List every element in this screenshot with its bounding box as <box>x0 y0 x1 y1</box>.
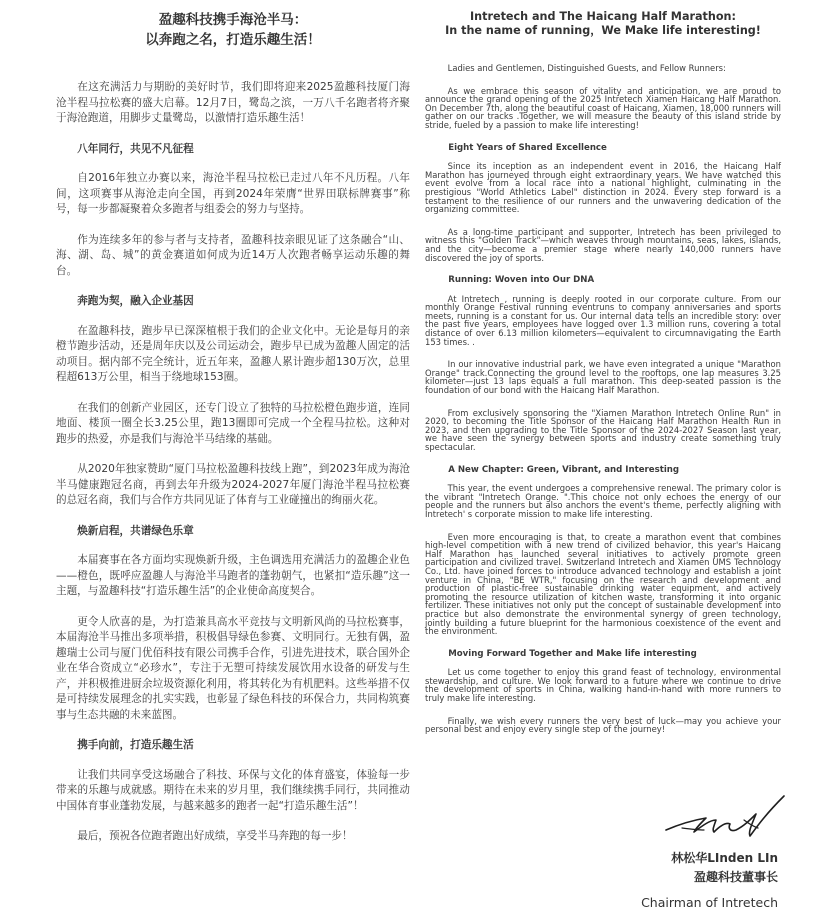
chinese-intro: 在这充满活力与期盼的美好时节，我们即将迎来2025盈趣科技厦门海沧半程马拉松赛的盛大启幕。12月7日，鹭岛之滨，一万八千名跑者将齐聚于海沧跑道，用脚步丈量鹭岛，以激情打造乐趣生活！ <box>56 81 410 124</box>
english-salutation: Ladies and Gentlemen, Distinguished Guests, and Fellow Runners: <box>447 63 726 73</box>
english-section2-p1: At Intretech , running is deeply rooted in our corporate culture. From our monthly Orange Festival running eventruns to company anniversaries and sports meets, running is a constant for us. Our internal data tells an incredible story: over the past five years, employees have logged over 1.3 million runs, covering a total distance of over 6.13 million kilometers—equivalent to circumnavigating the Earth 153 times. . <box>425 293 781 347</box>
english-column <box>425 10 781 748</box>
chinese-section2-p2: 在我们的创新产业园区，还专门设立了独特的马拉松橙色跑步道，连同地面、楼顶一圈全长3.25公里，跑13圈即可完成一个全程马拉松。这种对跑步的热爱，亦是我们与海沧半马结缘的基础。 <box>56 401 410 445</box>
signer-role-cn: 盈趣科技董事长 <box>693 870 778 884</box>
english-section1-p1: Since its inception as an independent event in 2016, the Haicang Half Marathon has journeyed through eight extraordinary years. We have watched this event evolve from a local race into a national highlight, culminating in the prestigious "World Athletics Label" distinction in 2024. Every step forward is a testament to the resilience of our runners and the unwavering dedication of the organizing committee. <box>425 161 781 215</box>
chinese-section2-heading: 奔跑为契，融入企业基因 <box>77 295 194 307</box>
english-section2-p2: In our innovative industrial park, we have even integrated a unique "Marathon Orange" track.Connecting the ground level to the rooftops, one lap measures 3.25 kilometer—just 13 laps equals a full marathon. This deep-seated passion is the foundation of our bond with the Haicang Half Marathon. <box>425 359 781 396</box>
english-closing: Finally, we wish every runners the very best of luck—may you achieve your personal best and enjoy every single step of the journey! <box>425 715 781 735</box>
english-section1-heading: Eight Years of Shared Excellence <box>448 142 607 153</box>
english-title-line2: In the name of running，We Make life interesting! <box>445 24 761 37</box>
chinese-closing: 最后，预祝各位跑者跑出好成绩，享受半马奔跑的每一步！ <box>77 830 353 842</box>
signer-role-en: Chairman of Intretech <box>641 895 778 910</box>
chinese-section1-heading: 八年同行，共见不凡征程 <box>77 142 194 155</box>
english-section3-heading: A New Chapter: Green, Vibrant, and Interesting <box>448 464 680 475</box>
chinese-section2-p3: 从2020年独家赞助“厦门马拉松盈趣科技线上跑”，到2023年成为海沧半马健康跑冠名商，再到去年升级为2024-2027年厦门海沧半程马拉松赛的总冠名商，我们与合作方共同见证了体育与工业碰撞出的绚丽火花。 <box>56 463 410 506</box>
english-section4-p1: Let us come together to enjoy this grand feast of technology, environmental stewardship, and culture. We look forward to a future where we continue to drive the development of sports in China, walking hand-in-hand with more runners to truly make life interesting. <box>425 667 781 704</box>
chinese-title <box>56 10 410 50</box>
english-title-line1: Intretech and The Haicang Half Marathon: <box>470 10 736 23</box>
chinese-section2-p1: 在盈趣科技，跑步早已深深植根于我们的企业文化中。无论是每月的亲橙节跑步活动，还是周年庆以及公司运动会，跑步早已成为盈趣人固定的活动项目。据内部不完全统计，近五年来，盈趣人累计跑步超130万次，总里程超613万公里，相当于绕地球153圈。 <box>56 324 410 383</box>
english-intro: As we embrace this season of vitality and anticipation, we are proud to announce the grand opening of the 2025 Intretech Xiamen Haicang Half Marathon. On December 7th, along the beautiful coast of Haicang, Xiamen, 18,000 runners will gather on our tracks .Together, we will measure the beauty of this island stride by stride, fueled by a passion to make life interesting! <box>425 85 781 130</box>
english-section1-p2: As a long-time participant and supporter, Intretech has been privileged to witness this "Golden Track"—which weaves through mountains, seas, lakes, islands, and the city—become a premier stage where nearly 140,000 runners have discovered the joy of sports. <box>425 226 781 263</box>
chinese-section3-heading: 焕新启程，共谱绿色乐章 <box>77 524 194 537</box>
chinese-section4-p1: 让我们共同享受这场融合了科技、环保与文化的体育盛宴，体验每一步带来的乐趣与成就感。期待在未来的岁月里，我们继续携手同行，共同推动中国体育事业蓬勃发展，与越来越多的跑者一起“打造乐趣生活”！ <box>56 768 410 812</box>
chinese-title-line1: 盈趣科技携手海沧半马： <box>158 12 308 28</box>
english-section3-p1: This year, the event undergoes a comprehensive renewal. The primary color is the vibrant "Intretech Orange. ".This choice not only echoes the energy of our people and the runners but also anchors the event's theme, perfectly aligning with Intretech' s corporate mission to make life interesting. <box>425 483 781 519</box>
chinese-column <box>56 10 410 860</box>
english-section4-heading: Moving Forward Together and Make life interesting <box>448 648 697 659</box>
english-section2-heading: Running: Woven into Our DNA <box>448 275 595 286</box>
signature-block <box>641 849 778 912</box>
english-section2-p3: From exclusively sponsoring the "Xiamen Marathon Intretech Online Run" in 2020, to becoming the Title Sponsor of the Haicang Half Marathon Health Run in 2023, and then upgrading to the Title Sponsor of the 2024-2027 Season last year, we have seen the synergy between sports and industry create something truly spectacular. <box>425 407 781 452</box>
chinese-section3-p1: 本届赛事在各方面均实现焕新升级，主色调选用充满活力的盈趣企业色——橙色，既呼应盈趣人与海沧半马跑者的蓬勃朝气，也紧扣“造乐趣”这一主题，与盈趣科技“打造乐趣生活”的企业使命高度契合。 <box>56 554 410 597</box>
handwritten-signature <box>660 790 790 842</box>
chinese-section1-p2: 作为连续多年的参与者与支持者，盈趣科技亲眼见证了这条融合“山、海、湖、岛、城”的黄金赛道如何成为近14万人次跑者畅享运动乐趣的舞台。 <box>56 233 410 277</box>
english-title <box>425 10 781 38</box>
chinese-section3-p2: 更令人欣喜的是，为打造兼具高水平竞技与文明新风尚的马拉松赛事，本届海沧半马推出多项举措，积极倡导绿色参赛、文明同行。无独有偶，盈趣瑞士公司与厦门优佰科技有限公司携手合作，引进先进技术，联合国外企业在华合资成立“必珍水”，专注于无塑可持续发展饮用水设备的研发与生产，并积极推进厨余垃圾资源化利用，将其转化为有机肥料。这些举措不仅是可持续发展理念的扎实实践，也彰显了绿色科技的环保合力，共同构筑赛事与生态共融的未来蓝图。 <box>56 615 410 721</box>
english-section3-p2: Even more encouraging is that, to create a marathon event that combines high-level competition with a new trend of civilized behavior, this year's Haicang Half Marathon has launched several initiatives to actively promote green participation and civilized travel. Switzerland Intretech and Xiamen UMS Technology Co., Ltd. have joined forces to introduce advanced technology and establish a joint venture in China, "BE WTR," focusing on the research and development and production of plastic-free sustainable drinking water equipment, and actively promoting the resource utilization of kitchen waste, transforming it into organic fertilizer. These initiatives not only put the concept of sustainable development into practice but also demonstrate the environmental synergy of green technology, jointly building a future blueprint for the harmonious coexistence of the event and the environment. <box>425 531 781 637</box>
chinese-section1-p1: 自2016年独立办赛以来，海沧半程马拉松已走过八年不凡历程。八年间，这项赛事从海沧走向全国，再到2024年荣膺“世界田联标牌赛事”称号，每一步都凝聚着众多跑者与组委会的努力与坚持。 <box>56 172 410 215</box>
signer-name: 林松华LInden LIn <box>671 851 778 865</box>
chinese-section4-heading: 携手向前，打造乐趣生活 <box>77 739 194 751</box>
chinese-title-line2: 以奔跑之名，打造乐趣生活！ <box>145 32 321 48</box>
